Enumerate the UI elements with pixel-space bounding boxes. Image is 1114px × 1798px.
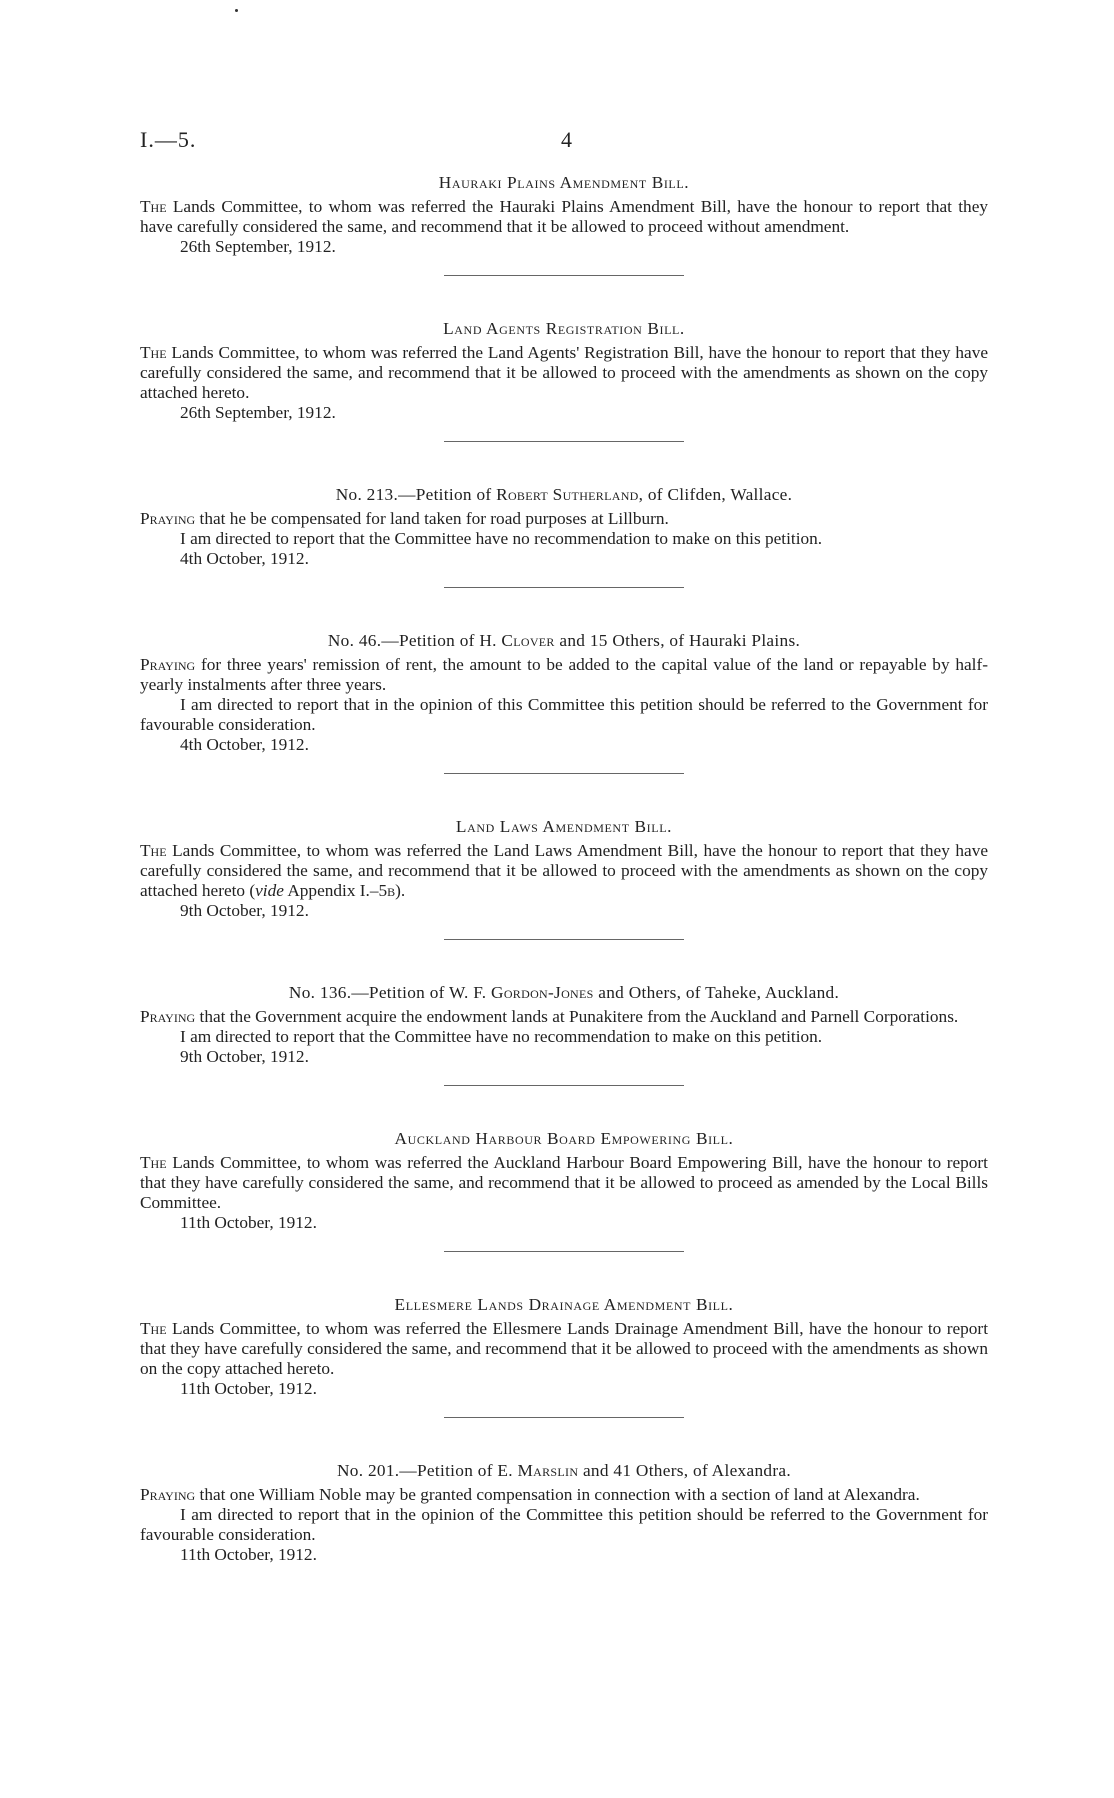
body-text: Lands Committee, to whom was referred the Land Agents' Registration Bill, have the honour to report that they have carefully considered the same, and recommend that it be allowed to proceed with the amendments as shown on the copy attached hereto.: [140, 343, 989, 402]
body-text: that one William Noble may be granted compensation in connection with a section of land at Alexandra.: [199, 1485, 920, 1504]
section-body: [140, 1319, 988, 1379]
section-body: [140, 1485, 988, 1505]
section-date: 11th October, 1912.: [180, 1213, 317, 1232]
scan-speck: [235, 9, 238, 12]
section-ellesmere: [140, 1295, 988, 1418]
section-date: 9th October, 1912.: [180, 1047, 309, 1066]
body-text: for three years' remission of rent, the amount to be added to the capital value of the land or repayable by half-yearly instalments after three years.: [140, 655, 988, 694]
lead-word: The: [140, 841, 167, 860]
section-date: 11th October, 1912.: [180, 1545, 317, 1564]
petitioner-name: Marslin: [517, 1461, 579, 1480]
section-petition-136: [140, 983, 988, 1086]
section-petition-213: [140, 485, 988, 588]
section-body: [140, 655, 988, 695]
section-body: [140, 343, 988, 403]
section-land-agents: [140, 319, 988, 442]
lead-word: Praying: [140, 1007, 196, 1026]
section-title: No. 46.—Petition of H. Clover and 15 Others, of Hauraki Plains.: [327, 631, 801, 650]
committee-report: I am directed to report that the Committee have no recommendation to make on this petition.: [180, 529, 823, 548]
section-date: 4th October, 1912.: [180, 549, 309, 568]
section-body: [140, 197, 988, 237]
body-text: that the Government acquire the endowment lands at Punakitere from the Auckland and Parnell Corporations.: [199, 1007, 959, 1026]
lead-word: The: [140, 343, 167, 362]
page-number: 4: [561, 127, 572, 152]
page-reference: I.—5.: [140, 127, 197, 152]
section-date: 26th September, 1912.: [180, 237, 336, 256]
lead-word: Praying: [140, 1485, 196, 1504]
body-text: Lands Committee, to whom was referred the Ellesmere Lands Drainage Amendment Bill, have the honour to report that they have carefully considered the same, and recommend that it be allowed to proceed with the amendments as shown on the copy attached hereto.: [140, 1319, 988, 1378]
petitioner-name: Gordon-Jones: [491, 983, 594, 1002]
section-hauraki-plains: [140, 173, 988, 276]
section-title: No. 213.—Petition of Robert Sutherland, of Clifden, Wallace.: [335, 485, 793, 504]
lead-word: The: [140, 1319, 167, 1338]
section-body: [140, 1153, 988, 1213]
committee-report: I am directed to report that the Committee have no recommendation to make on this petition.: [180, 1027, 823, 1046]
document-body: [140, 173, 988, 1565]
section-title: No. 136.—Petition of W. F. Gordon-Jones and Others, of Taheke, Auckland.: [288, 983, 840, 1002]
lead-word: The: [140, 197, 167, 216]
lead-word: The: [140, 1153, 167, 1172]
section-date: 11th October, 1912.: [180, 1379, 317, 1398]
petitioner-name: Robert Sutherland: [496, 485, 639, 504]
section-title: Land Laws Amendment Bill.: [455, 817, 673, 836]
section-date: 26th September, 1912.: [180, 403, 336, 422]
section-body: [140, 509, 988, 529]
section-body: The Lands Committee, to whom was referred the Land Laws Amendment Bill, have the honour to report that they have carefully considered the same, and recommend that it be allowed to proceed with the amendments as shown on the copy attached hereto (vide Appendix I.–5b).: [140, 841, 989, 900]
section-petition-46: [140, 631, 988, 774]
body-text: Lands Committee, to whom was referred the Auckland Harbour Board Empowering Bill, have the honour to report that they have carefully considered the same, and recommend that it be allowed to proceed as amended by the Local Bills Committee.: [140, 1153, 988, 1212]
lead-word: Praying: [140, 655, 196, 674]
committee-report: I am directed to report that in the opinion of the Committee this petition should be referred to the Government for favourable consideration.: [140, 1505, 988, 1544]
petitioner-name: Clover: [501, 631, 555, 650]
section-auckland-harbour: [140, 1129, 988, 1252]
section-title: Ellesmere Lands Drainage Amendment Bill.: [394, 1295, 734, 1314]
section-title: No. 201.—Petition of E. Marslin and 41 Others, of Alexandra.: [337, 1461, 791, 1480]
section-body: [140, 1007, 988, 1027]
section-date: 9th October, 1912.: [180, 901, 309, 920]
section-date: 4th October, 1912.: [180, 735, 309, 754]
section-title: Land Agents Registration Bill.: [443, 319, 685, 338]
committee-report: I am directed to report that in the opinion of this Committee this petition should be referred to the Government for favourable consideration.: [140, 695, 988, 734]
section-land-laws: [140, 817, 988, 940]
body-text: Lands Committee, to whom was referred the Hauraki Plains Amendment Bill, have the honour to report that they have carefully considered the same, and recommend that it be allowed to proceed without amendment.: [140, 197, 989, 236]
section-title: Auckland Harbour Board Empowering Bill.: [394, 1129, 734, 1148]
lead-word: Praying: [140, 509, 196, 528]
body-text: that he be compensated for land taken for road purposes at Lillburn.: [199, 509, 669, 528]
section-petition-201: [140, 1461, 988, 1565]
section-title: Hauraki Plains Amendment Bill.: [438, 173, 690, 192]
